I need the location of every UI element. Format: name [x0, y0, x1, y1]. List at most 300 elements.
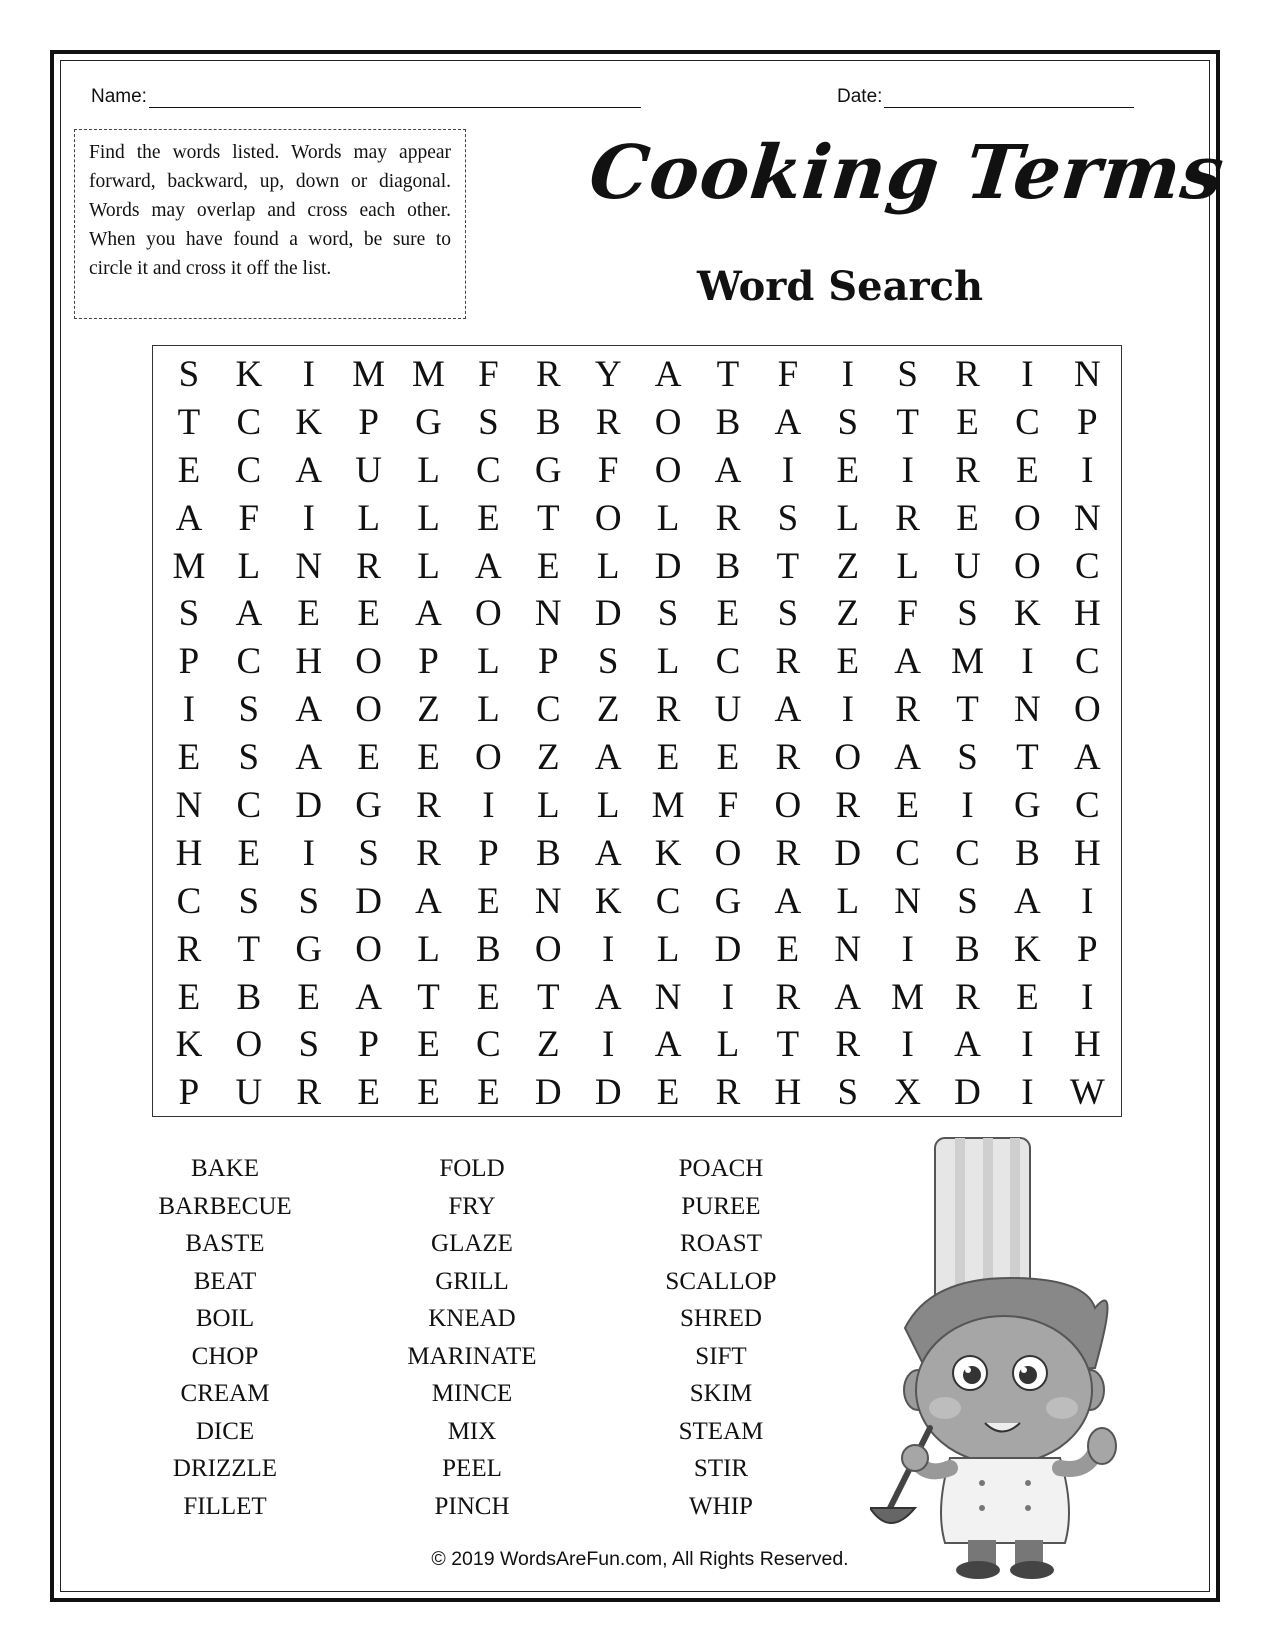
grid-letter[interactable]: E — [417, 1072, 440, 1114]
grid-letter[interactable]: F — [777, 354, 799, 395]
grid-letter[interactable]: Z — [596, 689, 620, 731]
grid-letter[interactable]: E — [1016, 976, 1039, 1018]
grid-letter[interactable]: T — [716, 354, 740, 395]
grid-letter[interactable]: L — [417, 928, 440, 970]
grid-letter[interactable]: M — [412, 354, 445, 395]
grid-letter[interactable]: E — [477, 497, 500, 539]
grid-letter[interactable]: N — [1014, 689, 1041, 731]
grid-letter[interactable]: L — [237, 545, 261, 587]
grid-letter[interactable]: B — [715, 401, 741, 443]
grid-row — [153, 351, 1121, 399]
grid-letter[interactable]: I — [602, 928, 615, 970]
word-list-item: ROAST — [680, 1230, 762, 1257]
grid-letter[interactable]: O — [1014, 545, 1041, 587]
word-list-item: MIX — [447, 1417, 497, 1445]
grid-letter[interactable]: F — [238, 497, 260, 539]
grid-letter[interactable]: C — [1015, 401, 1040, 443]
name-line[interactable] — [149, 87, 641, 108]
grid-letter[interactable]: D — [295, 785, 323, 827]
grid-letter[interactable]: N — [654, 976, 682, 1018]
grid-letter[interactable]: E — [357, 593, 380, 635]
word-list-item: BASTE — [185, 1230, 265, 1257]
grid-letter[interactable]: E — [836, 449, 860, 491]
grid-letter[interactable]: K — [1014, 593, 1041, 635]
grid-letter[interactable]: A — [355, 976, 382, 1018]
word-list-item: CREAM — [180, 1380, 270, 1407]
grid-letter[interactable]: P — [1077, 401, 1098, 443]
word-list-item: BAKE — [190, 1155, 260, 1182]
grid-letter[interactable]: F — [597, 449, 619, 491]
grid-letter[interactable]: I — [302, 354, 315, 395]
word-list-item: MINCE — [431, 1380, 513, 1407]
word-list-item: GRILL — [435, 1267, 509, 1295]
grid-letter[interactable]: Z — [417, 689, 440, 731]
grid-letter[interactable]: H — [774, 1072, 802, 1114]
chef-coat — [941, 1458, 1069, 1543]
grid-letter[interactable]: G — [295, 928, 323, 970]
grid-letter[interactable]: P — [178, 641, 200, 683]
grid-letter[interactable]: I — [1021, 1072, 1034, 1114]
grid-letter[interactable]: T — [177, 401, 201, 443]
grid-letter[interactable]: E — [357, 737, 380, 779]
grid-letter[interactable]: A — [594, 976, 622, 1018]
grid-letter[interactable]: C — [236, 785, 262, 827]
grid-letter[interactable]: Z — [836, 545, 860, 587]
grid-letter[interactable]: R — [595, 401, 621, 443]
grid-letter[interactable]: C — [1074, 785, 1100, 827]
instructions-box: Find the words listed. Words may appear forward, backward, up, down or diagonal. Words may overlap and cross each other. When you have found a word, be sure to circle it and cross it off the list. — [74, 129, 466, 319]
grid-row — [153, 399, 1121, 447]
grid-letter[interactable]: O — [1073, 689, 1101, 731]
grid-row — [153, 926, 1121, 974]
grid-letter[interactable]: M — [352, 354, 386, 395]
grid-letter[interactable]: D — [954, 1072, 981, 1114]
grid-letter[interactable]: C — [476, 449, 501, 491]
grid-letter[interactable]: A — [834, 976, 862, 1018]
grid-letter[interactable]: S — [777, 593, 799, 635]
grid-letter[interactable]: C — [236, 641, 262, 683]
grid-letter[interactable]: T — [956, 689, 979, 731]
grid-letter[interactable]: T — [417, 976, 440, 1018]
grid-letter[interactable]: P — [358, 1024, 379, 1066]
grid-letter[interactable]: S — [178, 593, 200, 635]
grid-letter[interactable]: R — [416, 785, 441, 827]
grid-letter[interactable]: E — [417, 1024, 440, 1066]
grid-letter[interactable]: A — [594, 737, 622, 779]
grid-letter[interactable]: R — [955, 354, 980, 395]
grid-letter[interactable]: B — [535, 401, 561, 443]
grid-letter[interactable]: C — [236, 449, 262, 491]
grid-letter[interactable]: D — [534, 1072, 562, 1114]
grid-letter[interactable]: O — [355, 928, 382, 970]
word-list-item: BOIL — [195, 1305, 255, 1332]
grid-letter[interactable]: I — [721, 976, 735, 1018]
grid-letter[interactable]: S — [597, 641, 619, 683]
grid-letter[interactable]: T — [776, 1024, 800, 1066]
grid-letter[interactable]: I — [602, 1024, 615, 1066]
grid-letter[interactable]: G — [534, 449, 562, 491]
chef-face — [916, 1316, 1092, 1464]
grid-letter[interactable]: Z — [536, 1024, 560, 1066]
grid-letter[interactable]: H — [1073, 593, 1101, 635]
grid-letter[interactable]: R — [176, 928, 202, 970]
grid-letter[interactable]: D — [834, 832, 862, 874]
grid-letter[interactable]: A — [1014, 880, 1041, 922]
grid-letter[interactable]: R — [655, 689, 681, 731]
grid-letter[interactable]: N — [1073, 354, 1101, 395]
grid-letter[interactable]: L — [536, 785, 560, 827]
word-list-column-1 — [125, 1150, 325, 1525]
grid-letter[interactable]: E — [956, 401, 979, 443]
grid-letter[interactable]: S — [238, 689, 260, 731]
grid-letter[interactable]: D — [594, 593, 622, 635]
grid-letter[interactable]: R — [715, 1072, 741, 1114]
grid-letter[interactable]: E — [297, 976, 321, 1018]
grid-letter[interactable]: K — [654, 832, 682, 874]
grid-letter[interactable]: O — [774, 785, 802, 827]
grid-letter[interactable]: L — [417, 545, 440, 587]
grid-letter[interactable]: R — [775, 737, 801, 779]
grid-letter[interactable]: I — [182, 689, 196, 731]
date-line[interactable] — [884, 87, 1134, 108]
grid-letter[interactable]: D — [355, 880, 382, 922]
grid-letter[interactable]: D — [714, 928, 742, 970]
grid-letter[interactable]: S — [957, 880, 978, 922]
grid-letter[interactable]: E — [417, 737, 440, 779]
grid-letter[interactable]: S — [657, 593, 679, 635]
grid-letter[interactable]: A — [774, 689, 802, 731]
grid-letter[interactable]: S — [178, 354, 200, 395]
grid-letter[interactable]: L — [596, 545, 620, 587]
grid-letter[interactable]: C — [955, 832, 980, 874]
grid-letter[interactable]: T — [776, 545, 800, 587]
grid-letter[interactable]: R — [895, 497, 920, 539]
grid-letter[interactable]: A — [774, 401, 802, 443]
grid-letter[interactable]: R — [835, 785, 861, 827]
grid-letter[interactable]: I — [841, 689, 854, 731]
grid-letter[interactable]: C — [476, 1024, 501, 1066]
grid-letter[interactable]: N — [534, 880, 562, 922]
grid-letter[interactable]: C — [176, 880, 202, 922]
grid-letter[interactable]: O — [654, 401, 682, 443]
grid-letter[interactable]: M — [951, 641, 984, 683]
grid-letter[interactable]: U — [954, 545, 981, 587]
grid-letter[interactable]: C — [655, 880, 681, 922]
grid-letter[interactable]: E — [716, 593, 740, 635]
grid-letter[interactable]: E — [956, 497, 979, 539]
word-list-item: FOLD — [439, 1155, 505, 1182]
grid-letter[interactable]: S — [777, 497, 799, 539]
word-list-item: CHOP — [191, 1342, 259, 1370]
grid-letter[interactable]: I — [901, 1024, 914, 1066]
grid-letter[interactable]: O — [834, 737, 862, 779]
grid-letter[interactable]: T — [536, 976, 560, 1018]
grid-letter[interactable]: K — [594, 880, 622, 922]
grid-letter[interactable]: L — [896, 545, 919, 587]
word-list-item: BARBECUE — [158, 1192, 292, 1220]
grid-letter[interactable]: N — [894, 880, 921, 922]
grid-letter[interactable]: I — [1021, 641, 1034, 683]
grid-letter[interactable]: I — [302, 497, 315, 539]
grid-letter[interactable]: G — [714, 880, 742, 922]
letter-grid — [152, 345, 1122, 1117]
grid-letter[interactable]: H — [175, 832, 203, 874]
date-field[interactable] — [837, 86, 1134, 108]
grid-letter[interactable]: I — [1021, 1024, 1034, 1066]
grid-letter[interactable]: A — [894, 641, 921, 683]
grid-letter[interactable]: N — [534, 593, 562, 635]
grid-letter[interactable]: U — [714, 689, 742, 731]
grid-letter[interactable]: A — [654, 354, 682, 395]
grid-letter[interactable]: A — [295, 689, 323, 731]
grid-letter[interactable]: C — [535, 689, 561, 731]
grid-letter[interactable]: O — [355, 689, 382, 731]
grid-letter[interactable]: S — [957, 737, 978, 779]
word-list-item: POACH — [678, 1155, 764, 1182]
grid-letter[interactable]: E — [716, 737, 740, 779]
grid-letter[interactable]: E — [1016, 449, 1039, 491]
page-title: Cooking Terms — [585, 130, 1229, 216]
grid-letter[interactable]: S — [238, 880, 260, 922]
grid-letter[interactable]: B — [955, 928, 980, 970]
name-field[interactable] — [91, 86, 641, 108]
grid-letter[interactable]: S — [358, 832, 379, 874]
grid-letter[interactable]: O — [235, 1024, 263, 1066]
grid-letter[interactable]: A — [175, 497, 203, 539]
word-list-item: SHRED — [680, 1305, 762, 1332]
grid-letter[interactable]: Z — [836, 593, 860, 635]
grid-row — [153, 1021, 1121, 1069]
grid-letter[interactable]: A — [774, 880, 802, 922]
grid-letter[interactable]: E — [177, 976, 201, 1018]
grid-letter[interactable]: L — [596, 785, 620, 827]
grid-letter[interactable]: T — [1016, 737, 1039, 779]
grid-letter[interactable]: S — [897, 354, 918, 395]
grid-letter[interactable]: L — [836, 497, 860, 539]
grid-letter[interactable]: O — [534, 928, 562, 970]
grid-letter[interactable]: N — [834, 928, 862, 970]
grid-letter[interactable]: R — [895, 689, 920, 731]
grid-letter[interactable]: O — [355, 641, 382, 683]
grid-letter[interactable]: L — [477, 689, 500, 731]
grid-letter[interactable]: Z — [536, 737, 560, 779]
grid-letter[interactable]: A — [714, 449, 742, 491]
grid-letter[interactable]: S — [478, 401, 499, 443]
grid-letter[interactable]: N — [1073, 497, 1101, 539]
grid-letter[interactable]: T — [896, 401, 919, 443]
grid-letter[interactable]: C — [1074, 641, 1100, 683]
grid-letter[interactable]: F — [897, 593, 918, 635]
grid-letter[interactable]: L — [417, 497, 440, 539]
grid-letter[interactable]: O — [654, 449, 682, 491]
grid-letter[interactable]: A — [954, 1024, 981, 1066]
grid-row — [153, 782, 1121, 830]
grid-letter[interactable]: W — [1069, 1072, 1105, 1114]
grid-letter[interactable]: F — [717, 785, 739, 827]
grid-letter[interactable]: I — [482, 785, 495, 827]
grid-letter[interactable]: H — [295, 641, 323, 683]
grid-letter[interactable]: B — [1015, 832, 1040, 874]
grid-row — [153, 638, 1121, 686]
grid-letter[interactable]: L — [656, 497, 680, 539]
grid-letter[interactable]: C — [1074, 545, 1100, 587]
grid-letter[interactable]: A — [295, 449, 323, 491]
grid-letter[interactable]: I — [302, 832, 315, 874]
grid-letter[interactable]: S — [238, 737, 260, 779]
grid-letter[interactable]: G — [415, 401, 442, 443]
grid-letter[interactable]: D — [594, 1072, 622, 1114]
grid-letter[interactable]: K — [235, 354, 263, 395]
grid-row — [153, 878, 1121, 926]
grid-letter[interactable]: I — [1081, 880, 1094, 922]
grid-letter[interactable]: E — [177, 737, 201, 779]
grid-letter[interactable]: L — [656, 641, 680, 683]
grid-letter[interactable]: L — [357, 497, 380, 539]
grid-letter[interactable]: L — [417, 449, 440, 491]
word-list-column-2 — [372, 1150, 572, 1525]
grid-letter[interactable]: B — [236, 976, 262, 1018]
grid-letter[interactable]: P — [358, 401, 379, 443]
grid-letter[interactable]: Y — [594, 354, 622, 395]
word-list-item: FILLET — [183, 1492, 267, 1520]
grid-letter[interactable]: R — [416, 832, 441, 874]
grid-letter[interactable]: S — [837, 1072, 859, 1114]
grid-letter[interactable]: I — [1081, 976, 1094, 1018]
grid-letter[interactable]: A — [654, 1024, 682, 1066]
grid-letter[interactable]: L — [477, 641, 500, 683]
grid-letter[interactable]: O — [714, 832, 742, 874]
grid-letter[interactable]: I — [1021, 354, 1034, 395]
grid-letter[interactable]: I — [901, 928, 914, 970]
grid-letter[interactable]: E — [297, 593, 321, 635]
grid-letter[interactable]: O — [1014, 497, 1041, 539]
grid-letter[interactable]: N — [175, 785, 203, 827]
grid-letter[interactable]: A — [415, 593, 442, 635]
grid-letter[interactable]: L — [836, 880, 860, 922]
grid-letter[interactable]: R — [955, 449, 980, 491]
grid-letter[interactable]: O — [594, 497, 622, 539]
grid-letter[interactable]: S — [298, 1024, 320, 1066]
grid-letter[interactable]: A — [415, 880, 442, 922]
grid-letter[interactable]: R — [775, 832, 801, 874]
grid-letter[interactable]: E — [177, 449, 201, 491]
grid-letter[interactable]: A — [894, 737, 921, 779]
grid-letter[interactable]: C — [715, 641, 741, 683]
grid-letter[interactable]: R — [535, 354, 561, 395]
grid-letter[interactable]: E — [836, 641, 860, 683]
grid-letter[interactable]: O — [475, 737, 502, 779]
grid-letter[interactable]: B — [535, 832, 561, 874]
grid-letter[interactable]: E — [536, 545, 560, 587]
grid-letter[interactable]: I — [961, 785, 974, 827]
grid-letter[interactable]: E — [896, 785, 919, 827]
grid-letter[interactable]: N — [295, 545, 323, 587]
grid-letter[interactable]: K — [1014, 928, 1041, 970]
grid-letter[interactable]: A — [235, 593, 263, 635]
grid-letter[interactable]: G — [355, 785, 382, 827]
grid-letter[interactable]: P — [1077, 928, 1098, 970]
grid-letter[interactable]: R — [775, 976, 801, 1018]
word-list-item: WHIP — [689, 1492, 753, 1520]
grid-letter[interactable]: U — [355, 449, 382, 491]
grid-row — [153, 974, 1121, 1022]
grid-letter[interactable]: I — [781, 449, 795, 491]
grid-letter[interactable]: R — [296, 1072, 322, 1114]
grid-letter[interactable]: I — [901, 449, 914, 491]
grid-letter[interactable]: T — [237, 928, 261, 970]
grid-letter[interactable]: H — [1073, 1024, 1101, 1066]
grid-letter[interactable]: L — [716, 1024, 740, 1066]
name-label: Name: — [91, 86, 147, 107]
grid-letter[interactable]: A — [295, 737, 323, 779]
grid-letter[interactable]: S — [957, 593, 978, 635]
grid-letter[interactable]: E — [237, 832, 261, 874]
word-list-item: MARINATE — [407, 1342, 537, 1370]
grid-letter[interactable]: K — [175, 1024, 203, 1066]
grid-letter[interactable]: R — [715, 497, 741, 539]
grid-letter[interactable]: A — [1073, 737, 1101, 779]
grid-letter[interactable]: S — [298, 880, 320, 922]
grid-letter[interactable]: E — [656, 737, 680, 779]
grid-letter[interactable]: I — [841, 354, 854, 395]
grid-row — [153, 590, 1121, 638]
grid-letter[interactable]: M — [651, 785, 685, 827]
chef-illustration — [870, 1128, 1160, 1583]
grid-letter[interactable]: S — [837, 401, 859, 443]
grid-letter[interactable]: R — [356, 545, 381, 587]
grid-letter[interactable]: R — [835, 1024, 861, 1066]
grid-letter[interactable]: M — [891, 976, 925, 1018]
grid-letter[interactable]: G — [1014, 785, 1041, 827]
grid-letter[interactable]: P — [178, 1072, 200, 1114]
grid-letter[interactable]: H — [1073, 832, 1101, 874]
grid-letter[interactable]: E — [357, 1072, 380, 1114]
word-list-item: STEAM — [678, 1417, 764, 1445]
grid-letter[interactable]: E — [477, 976, 500, 1018]
grid-letter[interactable]: B — [715, 545, 741, 587]
grid-letter[interactable]: D — [654, 545, 682, 587]
grid-letter[interactable]: P — [478, 832, 499, 874]
grid-letter[interactable]: P — [418, 641, 439, 683]
grid-letter[interactable]: O — [475, 593, 502, 635]
grid-letter[interactable]: E — [656, 1072, 680, 1114]
date-label: Date: — [837, 86, 883, 107]
grid-letter[interactable]: E — [477, 1072, 500, 1114]
grid-letter[interactable]: K — [295, 401, 323, 443]
grid-letter[interactable]: A — [475, 545, 502, 587]
word-list-item: BEAT — [193, 1267, 257, 1295]
grid-row — [153, 447, 1121, 495]
grid-letter[interactable]: B — [476, 928, 501, 970]
word-list-item: SIFT — [695, 1342, 747, 1370]
grid-letter[interactable]: X — [894, 1072, 921, 1114]
grid-letter[interactable]: F — [478, 354, 499, 395]
grid-letter[interactable]: A — [594, 832, 622, 874]
grid-letter[interactable]: M — [172, 545, 206, 587]
word-list-item: GLAZE — [431, 1230, 513, 1257]
grid-letter[interactable]: T — [536, 497, 560, 539]
grid-letter[interactable]: R — [775, 641, 801, 683]
grid-letter[interactable]: C — [895, 832, 920, 874]
grid-letter[interactable]: C — [236, 401, 262, 443]
grid-letter[interactable]: E — [477, 880, 500, 922]
grid-letter[interactable]: E — [776, 928, 800, 970]
grid-letter[interactable]: P — [538, 641, 559, 683]
grid-letter[interactable]: U — [235, 1072, 263, 1114]
grid-letter[interactable]: I — [1081, 449, 1094, 491]
grid-letter[interactable]: R — [955, 976, 980, 1018]
grid-letter[interactable]: L — [656, 928, 680, 970]
